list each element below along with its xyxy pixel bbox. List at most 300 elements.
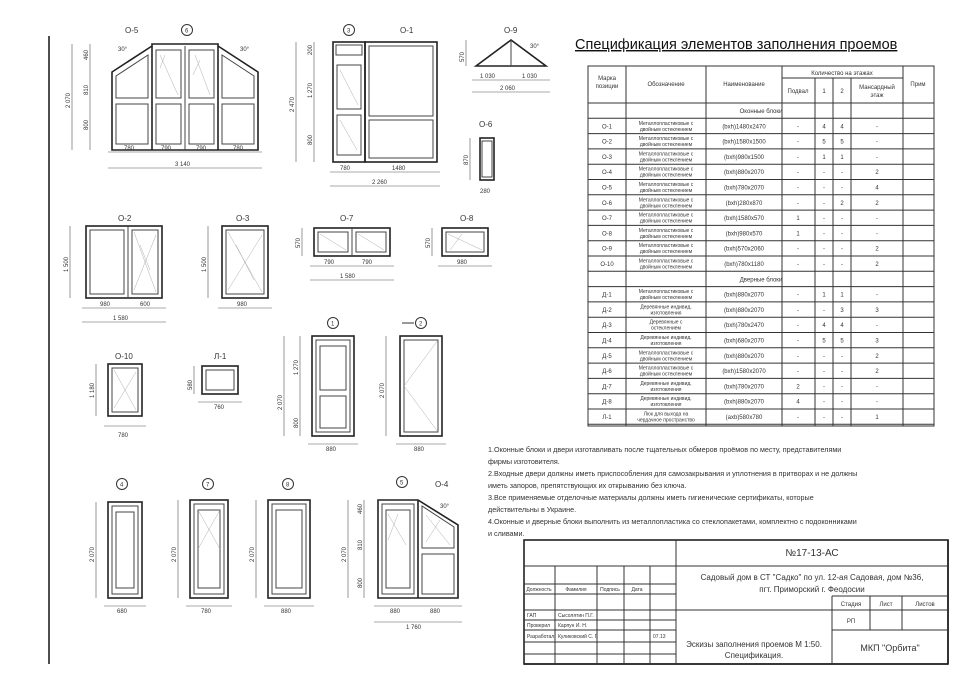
cell-desc: двойным остеклением bbox=[639, 264, 693, 271]
cell-floor1: - bbox=[823, 399, 825, 406]
stage-value: РП bbox=[846, 619, 856, 625]
svg-text:790: 790 bbox=[324, 260, 335, 266]
title-block bbox=[524, 540, 948, 664]
hdr-qty: Количество на этажах bbox=[811, 71, 873, 77]
cell-mark: О-3 bbox=[601, 154, 613, 161]
drawing-d7 bbox=[172, 479, 232, 616]
cell-basement: 2 bbox=[796, 384, 800, 391]
cell-desc: Металлопластиковые с bbox=[638, 212, 694, 219]
cell-mark: Д-3 bbox=[602, 323, 612, 330]
svg-text:790: 790 bbox=[362, 260, 373, 266]
cell-size: (bxh)980x1500 bbox=[723, 154, 765, 161]
hdr-floor1: 1 bbox=[822, 89, 826, 95]
cell-basement: - bbox=[797, 124, 799, 131]
svg-text:О-7: О-7 bbox=[340, 214, 354, 223]
sheet-header: Лист bbox=[879, 602, 893, 608]
hdr-floor2: 2 bbox=[840, 89, 844, 95]
svg-text:790: 790 bbox=[161, 146, 172, 152]
drawing-o6 bbox=[464, 120, 494, 195]
cell-desc: изготовления bbox=[650, 341, 682, 347]
cell-floor2: - bbox=[841, 415, 843, 421]
svg-text:780: 780 bbox=[201, 609, 212, 615]
cell-floor2: 1 bbox=[840, 292, 844, 299]
drawing-d1 bbox=[278, 318, 358, 454]
cell-basement: - bbox=[797, 353, 799, 360]
svg-text:О-4: О-4 bbox=[435, 480, 449, 489]
cell-desc: Деревянные индивид. bbox=[640, 380, 692, 387]
drawing-l1 bbox=[188, 352, 242, 411]
svg-text:800: 800 bbox=[294, 417, 300, 428]
cell-basement: - bbox=[797, 170, 799, 177]
cell-attic: 2 bbox=[875, 200, 879, 207]
cell-floor1: - bbox=[823, 246, 825, 253]
svg-text:200: 200 bbox=[308, 44, 314, 55]
svg-text:2 070: 2 070 bbox=[342, 546, 348, 562]
svg-text:780: 780 bbox=[124, 146, 135, 152]
cell-basement: - bbox=[797, 307, 799, 314]
cell-desc: Металлопластиковые с bbox=[638, 120, 694, 127]
cell-floor2: 4 bbox=[840, 323, 844, 330]
cell-attic: 2 bbox=[875, 170, 879, 177]
svg-text:780: 780 bbox=[118, 433, 129, 439]
hdr-designation: Обозначение bbox=[647, 82, 685, 88]
svg-text:О-3: О-3 bbox=[236, 214, 250, 223]
table-row bbox=[602, 304, 879, 316]
cell-size: (bxh)780x2070 bbox=[723, 384, 765, 391]
drawing-d8 bbox=[250, 479, 314, 616]
note-line: 2.Входные двери должны иметь приспособления для самозакрывания и уплотнения в притворах и не должны bbox=[488, 469, 858, 478]
cell-desc: двойным остеклением bbox=[639, 295, 693, 302]
element-drawings bbox=[64, 25, 550, 632]
cell-size: (bxh)1580x1500 bbox=[722, 139, 766, 146]
cell-mark: Д-1 bbox=[602, 292, 612, 299]
cell-mark: О-5 bbox=[601, 185, 613, 192]
table-row bbox=[602, 396, 878, 408]
cell-mark: Д-8 bbox=[602, 399, 612, 406]
section-title: Дверные блоки bbox=[739, 277, 783, 284]
cell-mark: О-7 bbox=[601, 216, 613, 223]
svg-text:980: 980 bbox=[237, 302, 248, 308]
svg-text:880: 880 bbox=[326, 447, 337, 453]
table-row bbox=[602, 136, 878, 148]
hdr-name: Наименование bbox=[723, 82, 765, 88]
svg-text:О-2: О-2 bbox=[118, 214, 132, 223]
cell-desc: Деревянные индивид. bbox=[640, 335, 692, 341]
cell-desc: Металлопластиковые с bbox=[638, 151, 694, 158]
svg-text:2 060: 2 060 bbox=[500, 86, 516, 92]
svg-text:2 470: 2 470 bbox=[290, 96, 296, 112]
svg-text:880: 880 bbox=[430, 609, 441, 615]
note-line: 4.Оконные и дверные блоки выполнить из металлопластика со стеклопакетами, комплектно с подоконниками bbox=[488, 517, 857, 526]
cell-desc: двойным остеклением bbox=[639, 157, 693, 164]
cell-desc: Металлопластиковые с bbox=[638, 258, 694, 265]
note-line: и сливами. bbox=[488, 529, 525, 538]
cell-size: (bxh)280x870 bbox=[725, 200, 763, 207]
cell-attic: 1 bbox=[875, 415, 879, 421]
cell-floor1: 5 bbox=[822, 338, 826, 345]
cell-size: (bxh)1480x2470 bbox=[722, 124, 766, 131]
cell-basement: 1 bbox=[796, 216, 800, 223]
drawing-d2 bbox=[380, 318, 446, 454]
drawing-o2 bbox=[64, 214, 166, 322]
svg-text:2 260: 2 260 bbox=[372, 180, 388, 186]
svg-text:460: 460 bbox=[358, 503, 364, 514]
svg-text:О-6: О-6 bbox=[479, 120, 493, 129]
svg-text:2 070: 2 070 bbox=[278, 394, 284, 410]
cell-attic: 3 bbox=[875, 307, 879, 314]
cell-floor1: - bbox=[823, 384, 825, 391]
cell-attic: 4 bbox=[875, 185, 879, 192]
cell-floor2: 1 bbox=[840, 154, 844, 161]
cell-attic: 2 bbox=[875, 246, 879, 253]
svg-text:1 500: 1 500 bbox=[64, 256, 70, 272]
cell-desc: двойным остеклением bbox=[639, 218, 693, 225]
hdr-attic-2: этаж bbox=[870, 93, 884, 99]
svg-text:2 070: 2 070 bbox=[90, 546, 96, 562]
cell-attic: 2 bbox=[875, 353, 879, 360]
cell-floor2: - bbox=[841, 262, 843, 268]
svg-text:800: 800 bbox=[308, 134, 314, 145]
cell-size: (bxh)780x2470 bbox=[723, 323, 765, 330]
svg-text:О-8: О-8 bbox=[460, 214, 474, 223]
table-row bbox=[602, 197, 879, 209]
cell-desc: Металлопластиковые с bbox=[638, 182, 694, 188]
svg-text:1 500: 1 500 bbox=[202, 256, 208, 272]
o5-circle-num: 6 bbox=[185, 28, 189, 35]
cell-attic: - bbox=[876, 139, 878, 146]
cell-basement: 4 bbox=[796, 399, 800, 406]
cell-floor1: - bbox=[823, 353, 825, 360]
cell-desc: двойным остеклением bbox=[639, 356, 693, 363]
cell-floor1: 1 bbox=[822, 154, 826, 161]
table-row bbox=[602, 350, 879, 362]
cell-desc: двойным остеклением bbox=[639, 126, 693, 133]
cell-size: (bxh)1580x2070 bbox=[722, 369, 766, 376]
svg-text:280: 280 bbox=[480, 189, 491, 195]
svg-text:760: 760 bbox=[214, 405, 225, 411]
cell-mark: О-8 bbox=[601, 231, 613, 238]
o5-label: О-5 bbox=[125, 26, 139, 35]
svg-text:5: 5 bbox=[400, 480, 404, 487]
table-row bbox=[602, 289, 878, 301]
spec-table bbox=[588, 66, 934, 426]
stamp-person: Карпун И. Н. bbox=[558, 623, 588, 629]
cell-desc: Люк для выхода на bbox=[643, 411, 689, 418]
cell-size: (axb)580x780 bbox=[725, 415, 763, 421]
cell-mark: Д-4 bbox=[602, 338, 612, 345]
svg-text:30°: 30° bbox=[240, 47, 250, 53]
cell-mark: Л-1 bbox=[602, 415, 612, 421]
note-line: иметь запоров, препятствующих их открыванию без ключа. bbox=[488, 481, 687, 490]
cell-basement: - bbox=[797, 292, 799, 299]
drawing-o1 bbox=[290, 25, 440, 187]
cell-basement: - bbox=[797, 415, 799, 421]
table-row bbox=[602, 366, 879, 378]
cell-desc: Деревянные индивид. bbox=[640, 396, 692, 403]
svg-text:8: 8 bbox=[286, 482, 290, 489]
cell-floor2: 3 bbox=[840, 307, 844, 314]
svg-text:1 270: 1 270 bbox=[294, 359, 300, 375]
cell-mark: О-4 bbox=[601, 170, 613, 177]
table-row bbox=[602, 243, 879, 255]
cell-desc: изготовления bbox=[650, 386, 682, 393]
svg-text:2 070: 2 070 bbox=[172, 546, 178, 562]
stamp-person: Куликовский С. Г. bbox=[558, 634, 599, 640]
cell-attic: 2 bbox=[875, 262, 879, 268]
note-line: 1.Оконные блоки и двери изготавливать после тщательных обмеров проёмов по месту, представителями bbox=[488, 445, 842, 454]
table-row bbox=[602, 320, 878, 332]
spec-rows bbox=[588, 109, 934, 424]
stamp-date: 07.13 bbox=[653, 634, 666, 640]
cell-attic: - bbox=[876, 124, 878, 131]
cell-desc: Металлопластиковые с bbox=[638, 365, 694, 372]
svg-text:3: 3 bbox=[347, 28, 351, 35]
svg-text:980: 980 bbox=[100, 302, 111, 308]
table-row bbox=[602, 228, 878, 240]
cell-mark: О-6 bbox=[601, 200, 613, 207]
cell-mark: Д-2 bbox=[602, 307, 612, 314]
svg-text:1 580: 1 580 bbox=[113, 316, 129, 322]
drawing-d4 bbox=[90, 479, 146, 616]
cell-size: (bxh)780x1180 bbox=[724, 262, 764, 268]
drawing-title-2: Спецификация. bbox=[724, 651, 784, 660]
table-row bbox=[602, 151, 878, 163]
cell-size: (bxh)880x2070 bbox=[723, 292, 765, 299]
cell-size: (bxh)880x2070 bbox=[723, 307, 765, 314]
cell-basement: - bbox=[797, 262, 799, 268]
svg-text:980: 980 bbox=[457, 260, 468, 266]
cell-mark: О-9 bbox=[601, 246, 613, 253]
cell-desc: Металлопластиковые с bbox=[638, 136, 694, 143]
hdr-basement: Подвал bbox=[787, 89, 809, 95]
svg-text:880: 880 bbox=[414, 447, 425, 453]
svg-text:30°: 30° bbox=[530, 44, 540, 50]
cell-basement: - bbox=[797, 200, 799, 207]
svg-text:2 070: 2 070 bbox=[250, 546, 256, 562]
hdr-attic-1: Мансардный bbox=[859, 85, 895, 91]
cell-floor1: 5 bbox=[822, 139, 826, 146]
cell-size: (bxh)880x2070 bbox=[723, 353, 765, 360]
spec-title: Спецификация элементов заполнения проемов bbox=[575, 37, 898, 53]
col-sign: Подпись bbox=[600, 587, 620, 593]
cell-desc: двойным остеклением bbox=[639, 371, 693, 378]
svg-text:1: 1 bbox=[331, 321, 335, 328]
general-notes bbox=[488, 445, 857, 538]
cell-floor2: 5 bbox=[840, 338, 844, 345]
cell-floor1: - bbox=[823, 216, 825, 223]
drawing-o9 bbox=[460, 26, 550, 92]
cell-floor1: 4 bbox=[822, 323, 826, 330]
svg-text:1 760: 1 760 bbox=[406, 625, 422, 631]
table-row bbox=[602, 412, 879, 424]
sheets-header: Листов bbox=[915, 602, 935, 608]
cell-floor2: - bbox=[841, 353, 843, 360]
cell-mark: Д-7 bbox=[602, 384, 612, 391]
cell-mark: Д-5 bbox=[602, 353, 612, 360]
svg-text:780: 780 bbox=[233, 146, 244, 152]
svg-text:570: 570 bbox=[426, 237, 432, 248]
cell-floor1: - bbox=[823, 415, 825, 421]
svg-text:2 070: 2 070 bbox=[66, 92, 72, 108]
cell-size: (bxh)1580x570 bbox=[723, 216, 765, 223]
stamp-person: Сысолятин П.Г. bbox=[558, 613, 594, 619]
col-role: Должность bbox=[526, 587, 552, 593]
cell-floor2: - bbox=[841, 369, 843, 376]
cell-floor1: - bbox=[823, 369, 825, 376]
cell-floor1: - bbox=[823, 307, 825, 314]
cell-desc: Металлопластиковые с bbox=[638, 166, 694, 173]
svg-text:1 180: 1 180 bbox=[90, 382, 96, 398]
cell-basement: - bbox=[797, 185, 799, 192]
col-date: Дата bbox=[631, 587, 643, 593]
svg-text:810: 810 bbox=[84, 84, 90, 95]
cell-attic: - bbox=[876, 216, 878, 223]
drawing-title-1: Эскизы заполнения проемов М 1:50. bbox=[686, 640, 822, 649]
note-line: фирмы изготовителя. bbox=[488, 457, 560, 466]
cell-size: (bxh)680x2070 bbox=[723, 338, 765, 345]
section-title: Оконные блоки bbox=[739, 109, 783, 115]
cell-basement: - bbox=[797, 338, 799, 345]
cell-floor2: - bbox=[841, 246, 843, 253]
svg-text:2 070: 2 070 bbox=[380, 382, 386, 398]
cell-mark: О-1 bbox=[601, 124, 613, 131]
cell-size: (bxh)880x2070 bbox=[723, 170, 765, 177]
svg-text:3 140: 3 140 bbox=[175, 162, 191, 168]
cell-attic: 3 bbox=[875, 338, 879, 345]
cell-attic: - bbox=[876, 384, 878, 391]
hdr-note: Прим bbox=[910, 82, 926, 88]
table-row bbox=[602, 213, 878, 225]
cell-floor1: - bbox=[823, 262, 825, 268]
svg-text:580: 580 bbox=[188, 379, 194, 390]
cell-basement: - bbox=[797, 246, 799, 253]
cell-basement: - bbox=[797, 369, 799, 376]
svg-text:1 030: 1 030 bbox=[522, 74, 538, 80]
cell-basement: - bbox=[797, 154, 799, 161]
cell-mark: Д-6 bbox=[602, 369, 612, 376]
cell-floor2: - bbox=[841, 399, 843, 406]
cell-desc: Металлопластиковые с bbox=[638, 197, 694, 204]
cell-desc: Деревянные с bbox=[649, 319, 683, 326]
cell-desc: Металлопластиковые с bbox=[638, 243, 694, 250]
cell-floor2: - bbox=[841, 384, 843, 391]
hdr-mark-1: Марка bbox=[598, 76, 616, 82]
cell-desc: Деревянные индивид. bbox=[640, 304, 692, 311]
cell-floor1: - bbox=[823, 231, 825, 238]
svg-text:1 030: 1 030 bbox=[480, 74, 496, 80]
svg-text:880: 880 bbox=[390, 609, 401, 615]
col-name: Фамилия bbox=[565, 587, 587, 593]
note-line: 3.Все применяемые отделочные материалы должны иметь гигиенические сертификаты, которые bbox=[488, 493, 814, 502]
cell-attic: - bbox=[876, 399, 878, 406]
table-row bbox=[602, 121, 878, 133]
cell-desc: Металлопластиковые с bbox=[638, 350, 694, 357]
project-name-2: пгт. Приморский г. Феодосии bbox=[759, 585, 865, 594]
cell-attic: - bbox=[876, 292, 878, 299]
cell-size: (bxh)570x2060 bbox=[723, 246, 765, 253]
cell-desc: двойным остеклением bbox=[639, 142, 693, 149]
cell-desc: двойным остеклением bbox=[639, 203, 693, 210]
cell-size: (bxh)880x2070 bbox=[723, 399, 765, 406]
cell-size: (bxh)980x570 bbox=[725, 231, 763, 238]
svg-text:30°: 30° bbox=[440, 504, 450, 510]
cell-desc: двойным остеклением bbox=[639, 233, 693, 240]
table-row bbox=[602, 167, 879, 179]
cell-desc: Металлопластиковые с bbox=[638, 227, 694, 234]
svg-text:1 580: 1 580 bbox=[340, 274, 356, 280]
cell-basement: 1 bbox=[796, 231, 800, 238]
drawing-o7 bbox=[296, 214, 394, 280]
project-code: №17-13-АС bbox=[785, 548, 839, 559]
svg-text:800: 800 bbox=[358, 577, 364, 588]
stamp-role: Разработал bbox=[527, 634, 555, 640]
drawing-o10 bbox=[90, 352, 146, 439]
project-name-1: Садовый дом в СТ "Садко" по ул. 12-ая Садовая, дом №36, bbox=[700, 573, 924, 582]
svg-text:810: 810 bbox=[358, 539, 364, 550]
svg-text:780: 780 bbox=[340, 166, 351, 172]
table-row bbox=[602, 182, 879, 194]
cell-desc: двойным остеклением bbox=[639, 172, 693, 179]
cell-floor2: 5 bbox=[840, 139, 844, 146]
table-row bbox=[600, 259, 879, 271]
stamp-role: Проверил bbox=[527, 623, 551, 629]
svg-text:7: 7 bbox=[206, 482, 210, 489]
cell-desc: чердачное пространство bbox=[637, 417, 695, 424]
svg-text:30°: 30° bbox=[118, 47, 128, 53]
svg-text:2: 2 bbox=[419, 321, 423, 328]
o1-label: О-1 bbox=[400, 26, 414, 35]
svg-text:О-10: О-10 bbox=[115, 352, 133, 361]
cell-attic: - bbox=[876, 323, 878, 330]
cell-attic: - bbox=[876, 154, 878, 161]
note-line: действительны в Украине. bbox=[488, 505, 577, 514]
cell-desc: изготовления bbox=[650, 402, 682, 409]
stage-header: Стадия bbox=[840, 602, 862, 608]
svg-text:460: 460 bbox=[84, 49, 90, 60]
drawing-o5 bbox=[66, 25, 262, 169]
drawing-o3 bbox=[202, 214, 272, 308]
table-row bbox=[602, 335, 879, 347]
cell-floor1: 4 bbox=[822, 124, 826, 131]
cell-floor2: - bbox=[841, 231, 843, 238]
cell-size: (bxh)780x2070 bbox=[723, 185, 765, 192]
table-row bbox=[602, 381, 878, 393]
svg-text:570: 570 bbox=[460, 51, 466, 62]
cell-desc: двойным остеклением bbox=[639, 188, 693, 194]
cell-floor2: - bbox=[841, 185, 843, 192]
drawing-o8 bbox=[426, 214, 492, 266]
svg-text:800: 800 bbox=[84, 119, 90, 130]
cell-desc: остеклением bbox=[650, 325, 682, 332]
cell-floor2: - bbox=[841, 216, 843, 223]
cell-floor1: - bbox=[823, 200, 825, 207]
cell-basement: - bbox=[797, 323, 799, 330]
cell-floor2: - bbox=[841, 170, 843, 177]
svg-text:4: 4 bbox=[120, 482, 124, 489]
cell-attic: 2 bbox=[875, 369, 879, 376]
hdr-mark-2: позиции bbox=[595, 84, 619, 90]
svg-text:600: 600 bbox=[140, 302, 151, 308]
cell-floor1: - bbox=[823, 170, 825, 177]
cell-mark: О-10 bbox=[600, 262, 614, 268]
organization: МКП "Орбита" bbox=[860, 643, 920, 653]
o9-label: О-9 bbox=[504, 26, 518, 35]
stamp-role: ГАП bbox=[527, 613, 537, 619]
cell-attic: - bbox=[876, 231, 878, 238]
cell-basement: - bbox=[797, 139, 799, 146]
cell-floor1: - bbox=[823, 185, 825, 192]
svg-text:680: 680 bbox=[117, 609, 128, 615]
